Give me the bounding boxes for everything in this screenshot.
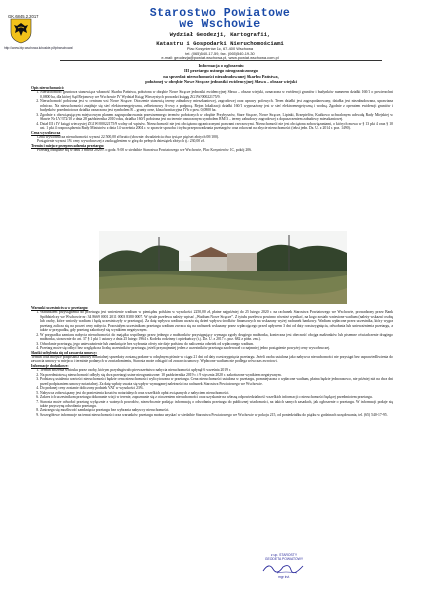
list-item: 4. Przetarg może się odbyć bez względu na liczbę uczestników przetargu, jeżeli przynajmniej jeden z uczestników przetargu zaoferował co najmniej jedno postąpienie powyżej ceny wywoławczej.: [40, 346, 393, 350]
header-divider: [60, 60, 382, 61]
info-list: [31, 368, 393, 417]
section-heading-info: Informacje dodatkowe:: [31, 363, 69, 368]
section-heading-opis: Opis nieruchomości:: [31, 86, 65, 90]
title-line-1: Informacja o ogłoszeniu: [198, 63, 244, 68]
list-item: 1. Warunkiem przystąpienia do przetargu jest wniesienie wadium w pieniądzu polskim w wysokości 2250,00 zł, płatne najpóźniej do 25 lutego 2020 r. na rachunek Starostwa Powiatowego we Wschowie, prowadzony przez Bank Spółdzielczy we Wschowie nr: 34 8669 0001 2011 0003 8380 0007. W tytule przelewu należy wpisać „Wadium Nowe Strącze”. Z tytułu przelewu powinno również wynikać, na kogo zostało wniesione wadium (należy wskazać osobę lub osoby, które wniosły wadium i będą uczestniczyły w przetargu). Za datę wpływu wadium uważa się dzień wpływu środków finansowych na wskazany wyżej rachunek bankowy. Wadium wpłacone przez uczestnika, który wygra przetarg zalicza się na poczet ceny nabycia. Pozostałym uczestnikom przetargu wadium zwraca się na rachunek wskazany przez wpłacającego przed upływem 3 dni od daty rozstrzygnięcia, odwołania lub unieważnienia przetargu, a także w przypadku, gdy przetarg zakończył się wynikiem negatywnym.: [40, 310, 393, 332]
address: Plac Kosynierów 1c, 67-400 Wschowa: [186, 46, 254, 52]
section-heading-skutki: Skutki uchylenia się od zawarcia umowy:: [31, 350, 98, 355]
list-item: 7. Starosta może odwołać przetarg wyłącznie z ważnych powodów, niezwłocznie podając informację o odwołaniu przetargu do publicznej wiadomości, na takich samych zasadach, jak ogłoszenie o przetargu. W informacji podaje się także przyczynę odwołania przetargu.: [40, 400, 393, 409]
section-heading-warunki: Warunki uczestnictwa w przetargu:: [31, 306, 89, 310]
list-item: 9. Szczegółowe informacje na temat nieruchomości oraz warunków przetargu można uzyskać w siedzibie Starostwa Powiatowego we Wschowie w pokoju 215, od poniedziałku do piątku w godzinach urzędowania, tel. (65) 540-17-95.: [40, 413, 393, 417]
org-name: Starostwo Powiatowe: [149, 7, 291, 20]
stamp-line-3: mgr inż.: [277, 575, 291, 579]
title-line-2: III przetargu ustnego nieograniczonego: [183, 68, 259, 74]
list-item: 2. W przypadku zamiaru nabycia nieruchomości do majątku wspólnego przez jednego z małżonków przystępujący wymaga zgody drugiego małżonka, konieczna jest obecność obojga małżonków lub pisemne oświadczenie drugiego małżonka, stosownie do art. 37 § 1 pkt 1 ustawy z dnia 25 lutego 1964 r. Kodeks rodzinny i opiekuńczy (t.j. Dz. U. z 2017 r. poz. 682 z późn. zm.).: [40, 333, 393, 342]
list-item: 2. Na przedmiotową nieruchomość odbyły się dwa przetargi ustne nieograniczone: 10 października 2019 r. i 9 stycznia 2020 r. zakończone wynikiem negatywnym.: [40, 373, 393, 377]
title-line-4: położonej w obrębie Nowe Strącze jednostki ewidencyjnej Sława – obszar wiejski: [145, 78, 297, 84]
list-item: 4. Dział III i IV księgi wieczystej ZG1W/00022175/9 wolny od wpisów. Nieruchomość nie jest obciążona ograniczonymi prawami rzeczowymi. Nieruchomość nie jest obciążona zobowiązaniami, o których mowa w § 13 pkt 4 oraz § 10 ust. 1 pkt 4 rozporządzenia Rady Ministrów z dnia 14 września 2004 r. w sprawie sposobu i trybu przeprowadzania przetargów oraz rokowań na zbycie nieruchomości (tekst jedn. Dz. U. z 2014 r. poz. 1490).: [40, 122, 393, 131]
signature-stamp: [246, 553, 322, 579]
list-item: 3. Zgodnie z obowiązującym miejscowym planem zagospodarowania przestrzennego terenów położonych w obrębie Przybyszów, Stare Strącze, Nowe Strącze, Lipinki, Krzepielów, Kuźkowo uchwalonym uchwałą Rady Miejskiej w Sławie Nr LV/372/10 z dnia 28 października 2010 roku, działka 160/1 położona jest na terenie oznaczonym symbolem RM/3 – tereny zabudowy zagrodowej z dopuszczeniem zabudowy mieszkaniowej.: [40, 113, 393, 122]
opis-list: [31, 90, 393, 130]
stamp-line-1: z up. STAROSTY: [270, 553, 298, 557]
list-item: 5. Nabywca zobowiązany jest do poniesienia kosztów notarialnych oraz wszelkich opłat związanych z nabyciem nieruchomości.: [40, 391, 393, 395]
letterhead: [60, 8, 380, 61]
stamp-line-2: GEODETA POWIATOWY: [264, 557, 304, 561]
notice-body-bottom: [31, 306, 393, 417]
county-crest-icon: [10, 18, 32, 44]
document-id: GK.6845.2.2017: [8, 14, 39, 19]
list-item: 2. Nieruchomość położona jest w centrum wsi Nowe Strącze. Otoczenie stanowią tereny zabudowy mieszkaniowej, zagrodowej oraz uprawy polowych. Teren działki jest zagospodarowany, działka jest niezabudowana, uprawiana rolniczo. Na nieruchomości znajduje się sieć elektroenergetyczna, zelbetonowy A-owy z podporą. Rejon lokalizacji działki 160/1 wyposażony jest w sieć elektroenergetyczną i wodną. Zgodnie z operatem ewidencji gruntów i budynków przedmiotowa działka oznaczona jest symbolem R – grunty orne, klasa bonitacyjna IVb o pow. 0,0800 ha.: [40, 99, 393, 112]
signature-icon: [259, 561, 309, 575]
increment-text: Postąpienie wynosi 1% ceny wywoławczej z zaokrągleniem w górę do pełnych dziesiątek złotych tj.: 230,00 zł.: [37, 139, 205, 144]
date-place-text: Przetarg odbędzie się w dniu 3 marca 2020 r. o godz. 9:00 w siedzibie Starostwa Powiatowego we Wschowie, Plac Kosynierów 1C, pokój 206.: [37, 148, 252, 153]
warunki-list: [31, 310, 393, 350]
list-item: 1. Termin złożenia wniosku przez osoby, którym przysługiwało pierwszeństwo nabycia nieruchomości upłynął 6 września 2019 r.: [40, 368, 393, 372]
section-heading-termin: Termin i miejsce przeprowadzenia przetargu:: [31, 143, 105, 148]
list-item: 6. Zakres ich uczestnikom przetargu dokonanie wizji w terenie, zapoznanie się z otoczeniem nieruchomości oraz uzyskanie na własną odpowiedzialność wszelkich informacji o nieruchomości będącej przedmiotem przetargu.: [40, 395, 393, 399]
consequences-text: Termin oraz miejsce podpisania umowy notarialnej sprzedaży zostaną podane w odrębnym piśmie w ciągu 21 dni od daty rozstrzygnięcia przetargu. Jeżeli osoba ustalona jako nabywca nieruchomości nie przystąpi bez usprawiedliwienia do zawarcia umowy w miejscu i terminie podanych w zawiadomieniu, Starosta może odstąpić od zawarcia umowy. Wpłacone wadium nie podlega wówczas zwrotowi.: [31, 354, 393, 364]
list-item: 8. Zastrzega się możliwość zamknięcia przetargu bez wybrania nabywcy nieruchomości.: [40, 408, 393, 412]
notice-title: [60, 63, 382, 84]
department-name: Wydział Geodezji, Kartografii,: [169, 31, 271, 38]
list-item: 1. Nieruchomość gruntowa stanowiąca własność Skarbu Państwa, położona w obrębie Nowe Strącze jednostki ewidencyjnej Sława – obszar wiejski, oznaczona w ewidencji gruntów i budynków numerem działki 160/1 o powierzchni 0,0800 ha, dla której Sąd Rejonowy we Wschowie IV Wydział Ksiąg Wieczystych prowadzi księgę ZG1W/00022175/9.: [40, 90, 393, 99]
bip-link[interactable]: http://www.bip.wschowa.lubuskie.pl/ipbwschowa/: [4, 46, 73, 50]
list-item: 3. Podstawą ustalenia wartości nieruchomości będzie cena nieruchomości wylicytowana w przetargu. Cena nieruchomości ustalona w przetargu, pomniejszona o wpłacone wadium, płatna będzie jednorazowo, nie później niż na dwa dni przed podpisaniem umowy notarialnej. Za datę wpłaty uważa się wpływ wymaganej należności na rachunek Starostwa Powiatowego we Wschowie.: [40, 377, 393, 386]
notice-body-top: [31, 86, 393, 153]
property-photo: [99, 231, 347, 304]
list-item: 4. Do podanej ceny zostanie doliczony podatek VAT w wysokości 23%.: [40, 386, 393, 390]
section-heading-cena: Cena wywoławcza: [31, 130, 61, 135]
title-line-3: na sprzedaż nieruchomości niezabudowanej Skarbu Państwa,: [163, 73, 279, 79]
org-city: we Wschowie: [179, 18, 261, 31]
department-name-2: Katastru i Gospodarki Nieruchomościami: [156, 39, 284, 47]
contact-email: e-mail: geodezja@powiat.wschowa.pl, www.powiat.wschowa.com.pl: [161, 55, 279, 61]
contact-phone: tel. (065)540-17-59, fax. (065)540-19-30: [185, 50, 255, 56]
price-text: Cena wywoławcza nieruchomości wynosi 22 500,00 zł brutto (słownie: dwadzieścia dwa tysiące pięćset złotych 00/100).: [37, 134, 220, 139]
list-item: 3. Odwołanie przetargu, jego unieważnienie lub zamknięcie bez wybrania oferty nie daje podstaw do naliczenia odsetek od wpłaconego wadium.: [40, 342, 393, 346]
